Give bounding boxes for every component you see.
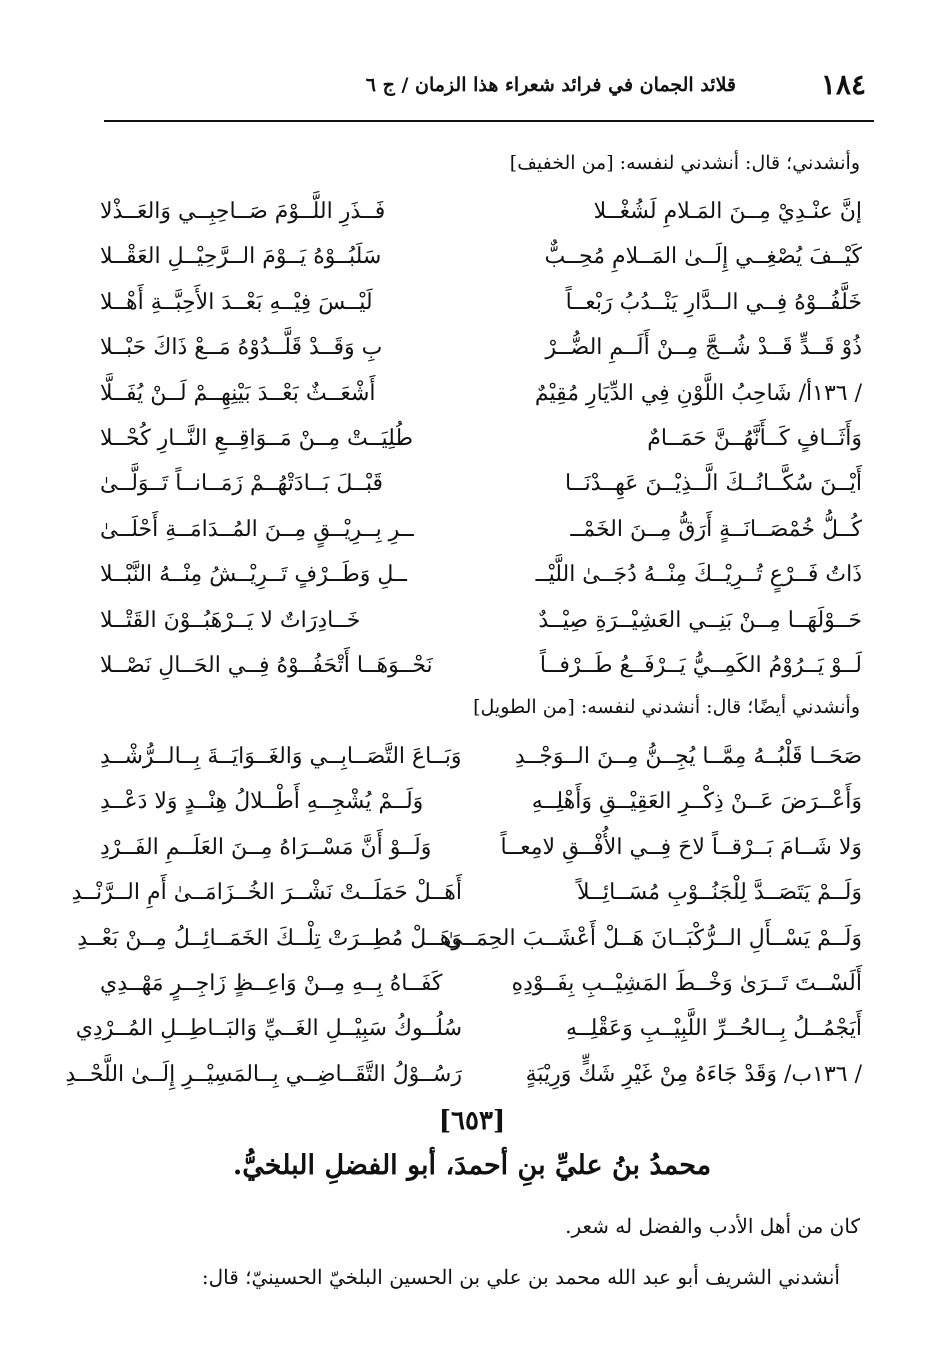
verse <box>100 599 862 644</box>
poem1 <box>100 190 862 689</box>
verse-left-hemistich: قَبْــلَ بَــادَتْهُــمْ زَمَــانــاً تَــوَلَّــىٰ <box>100 471 384 497</box>
verse-right-hemistich: وَأَعْــرَضَ عَــنْ ذِكْــرِ العَقِيْــقِ وَأَهْلِــهِ <box>531 789 862 815</box>
verse <box>100 644 862 689</box>
header-rule <box>104 120 874 122</box>
verse <box>100 962 862 1007</box>
verse-right-hemistich: كَيْــفَ يُصْغِــي إِلَــىٰ المَــلامِ مُحِــبٌّ <box>544 244 862 270</box>
entry-number: [٦٥٣] <box>438 1106 506 1136</box>
verse <box>100 235 862 280</box>
verse-right-hemistich: خَلَّفُــوْهُ فِــي الــدَّارِ يَنْــدُبُ رَبْعــاً <box>565 289 862 315</box>
verse-left-hemistich: كَفَــاهُ بِــهِ مِــنْ وَاعِــظٍ زَاجِــرٍ مَهْــدِي <box>100 970 443 996</box>
poem2 <box>65 735 862 1098</box>
verse-right-hemistich: كُــلُّ خُمْصَــانَــةٍ أَرَقُّ مِــنَ الخَمْــ <box>570 516 862 542</box>
verse-left-hemistich: أَهَــلْ حَمَلَــتْ نَشْــرَ الخُــزَامَــىٰ أَمِ الــرَّنْــدِ <box>71 880 462 906</box>
verse-right-hemistich: أَيَجْمُــلُ بِــالحُــرِّ اللَّبِيْــبِ وَعَقْلِــهِ <box>565 1016 862 1042</box>
verse-right-hemistich: حَــوْلَهَــا مِــنْ بَنِــي العَشِيْــرَةِ صِيْــدٌ <box>538 607 862 633</box>
verse-right-hemistich: ذَاتُ فَــرْعٍ تُــرِيْــكَ مِنْــهُ دُجَــىٰ اللَّيْــ <box>535 562 862 588</box>
verse <box>100 826 862 871</box>
verse-left-hemistich: أَشْعَــثٌ بَعْــدَ بَيْنِهِــمْ لَــنْ يُفَــلَّا <box>100 380 376 406</box>
verse <box>100 372 862 417</box>
page-header <box>104 66 866 110</box>
verse <box>65 1053 862 1098</box>
verse-right-hemistich: إنَّ عنْـدِيْ مِــنَ المَـلامِ لَشُغْــلا <box>593 199 862 224</box>
verse <box>100 735 862 780</box>
entry-title: محمدُ بنُ عليِّ بنِ أحمدَ، أبو الفضلِ البلخيُّ. <box>232 1150 712 1181</box>
verse-right-hemistich: أَيْــنَ سُكَّــانُــكَ الَّــذِيْــنَ عَهِــدْنَــا <box>564 471 862 497</box>
verse-left-hemistich: فَــذَرِ اللَّــوْمَ صَــاحِبِــي وَالعَــذْلا <box>100 199 386 224</box>
verse-left-hemistich: سَلَبُــوْهُ يَــوْمَ الــرَّحِيْــلِ العَقْــلا <box>100 244 382 270</box>
verse-left-hemistich: سُلُــوكُ سَبِيْــلِ الغَــيِّ وَالبَــاطِــلِ المُــرْدِي <box>75 1016 462 1042</box>
page-number: ١٨٤ <box>820 68 866 101</box>
verse-left-hemistich: لَيْــسَ فِيْــهِ بَعْــدَ الأَحِبَّــةِ أَهْــلا <box>100 289 373 315</box>
poem2-intro: وأنشدني أيضًا؛ قال: أنشدني لنفسه: [من الطويل] <box>473 696 860 718</box>
verse <box>100 553 862 598</box>
poem1-intro: وأنشدني؛ قال: أنشدني لنفسه: [من الخفيف] <box>509 152 860 174</box>
verse-right-hemistich: / ١٣٦ب/ وَقَدْ جَاءَهُ مِنْ غَيْرِ شَكٍّ وَرِيْبَةٍ <box>525 1061 862 1087</box>
verse-right-hemistich: أَلَسْــتَ تَــرَىٰ وَخْــطَ المَشِيْــبِ بِفَــوْدِهِ <box>511 970 862 996</box>
verse <box>75 1007 862 1052</box>
running-title: قلائد الجمان في فرائد شعراء هذا الزمان / ج ٦ <box>365 74 736 96</box>
verse-left-hemistich: وَلَــمْ يُشْجِــهِ أَطْــلالُ هِنْــدٍ وَلا دَعْــدِ <box>100 789 424 815</box>
verse-left-hemistich: وَبَــاعَ التَّصَــابِــي وَالغَــوَايَــةَ بِــالــرُّشْــدِ <box>100 744 462 769</box>
verse-left-hemistich: ــرِ بِــرِيْــقٍ مِــنَ المُــدَامَــةِ أَحْلَــىٰ <box>100 516 414 542</box>
verse-right-hemistich: / ١٣٦أ/ شَاحِبُ اللَّوْنِ فِي الدِّيَارِ مُقِيْمٌ <box>534 380 862 406</box>
verse <box>100 281 862 326</box>
verse <box>100 326 862 371</box>
verse-left-hemistich: وَهَــلْ مُطِــرَتْ تِلْــكَ الخَمَــائِــلُ مِــنْ بَعْــدِ <box>77 925 462 951</box>
verse <box>71 871 862 916</box>
verse-left-hemistich: طُلِيَــتْ مِــنْ مَــوَاقِــعِ النَّــارِ كُحْــلا <box>100 425 413 451</box>
verse <box>77 917 862 962</box>
verse <box>100 508 862 553</box>
verse-left-hemistich: ــلِ وَطَــرْفٍ تَــرِيْــشُ مِنْــهُ النَّبْــلا <box>100 562 407 588</box>
verse-left-hemistich: نَحْــوَهَــا أَتْحَفُــوْهُ فِــي الحَــالِ نَصْــلا <box>100 652 433 678</box>
verse-right-hemistich: ذُوْ قَــدٍّ قَــدْ شُــجَّ مِــنْ أَلَــمِ الضُّــرْ <box>545 335 862 361</box>
verse <box>100 190 862 235</box>
verse-left-hemistich: رَسُــوْلُ التَّقَــاضِــي بِــالمَسِيْــرِ إِلَــىٰ اللَّحْــدِ <box>65 1061 462 1087</box>
verse <box>100 417 862 462</box>
verse-left-hemistich: وَلَــوْ أَنَّ مَسْــرَاهُ مِــنَ العَلَــمِ الفَــرْدِ <box>100 834 432 860</box>
body-paragraph: أنشدني الشريف أبو عبد الله محمد بن علي بن الحسين البلخيّ الحسينيّ؛ قال: <box>201 1265 840 1289</box>
verse-right-hemistich: وَأَثَــافٍ كَــأَنَّهُــنَّ حَمَــامٌ <box>647 425 862 451</box>
verse <box>100 780 862 825</box>
verse-right-hemistich: صَحَــا قَلْبُــهُ مِمَّــا يُجِــنُّ مِــنَ الــوَجْــدِ <box>514 744 862 769</box>
verse <box>100 462 862 507</box>
body-paragraph: كان من أهل الأدب والفضل له شعر. <box>565 1214 860 1238</box>
verse-left-hemistich: بِ وَقَــدْ قَلَّــدُوْهُ مَــعْ ذَاكَ حَبْــلا <box>100 335 383 361</box>
verse-right-hemistich: وَلا شَــامَ بَــرْقــاً لاحَ فِــي الأُفْــقِ لامِعــاً <box>500 834 862 860</box>
verse-left-hemistich: خَــادِرَاتٌ لا يَــرْهَبُــوْنَ القَتْــلا <box>100 607 361 633</box>
verse-right-hemistich: وَلَــمْ يَتَصَــدَّ لِلْجَنُــوْبِ مُسَــائِــلاً <box>576 880 862 906</box>
verse-right-hemistich: وَلَــمْ يَسْــأَلِ الــرُّكْبَــانَ هَــلْ أَعْشَــبَ الحِمَــىٰ <box>444 925 862 951</box>
verse-right-hemistich: لَــوْ يَــرُوْمُ الكَمِــيُّ يَــرْفَــعُ طَــرْفــاً <box>539 652 862 678</box>
